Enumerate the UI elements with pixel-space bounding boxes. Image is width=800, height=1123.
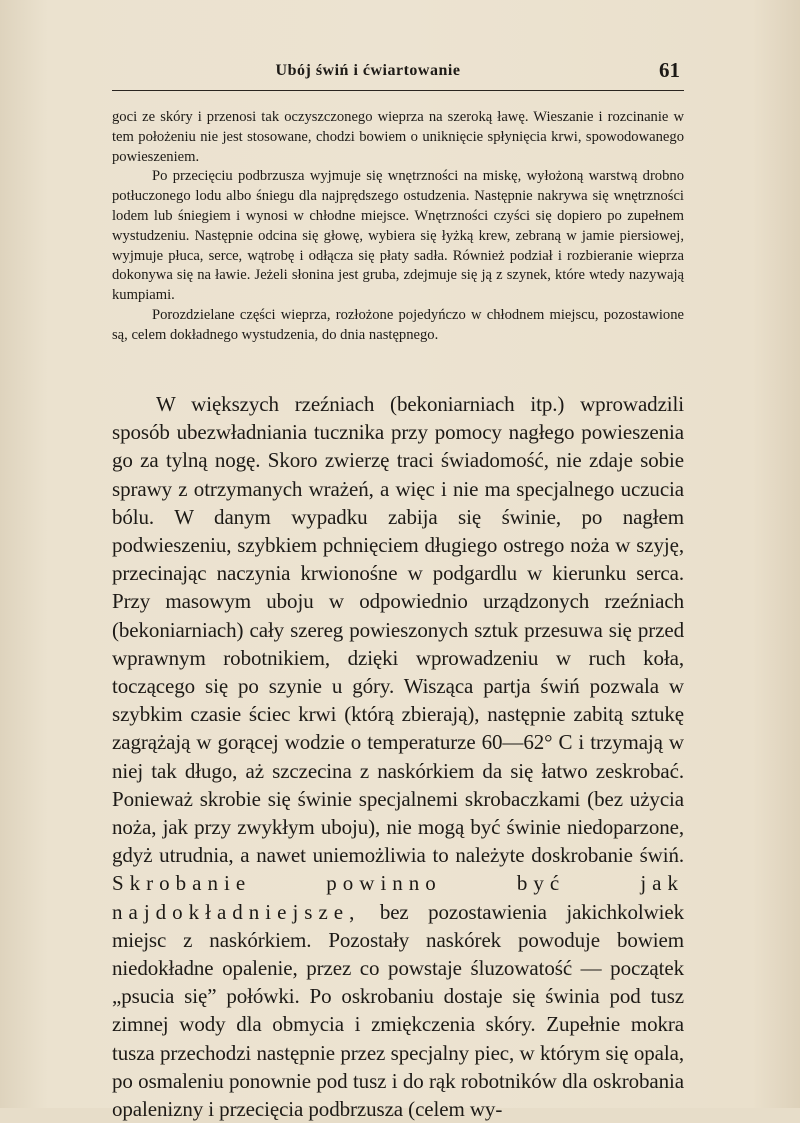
small-paragraph-3: Porozdzielane części wieprza, rozłożone pojedyńczo w chłodnem miejscu, pozostawione są, celem dokładnego wystudzenia, do dnia następnego. xyxy=(112,306,684,343)
main-text-part-2: bez pozostawienia jakichkolwiek miejsc z naskórkiem. Pozostały naskórek powoduje bowiem niedokładne opalenie, przez co powstaje śluzowatość — początek „psucia się” połówki. Po oskrobaniu dostaje się świnia pod tusz zimnej wody dla obmycia i zmiękczenia skóry. Zupełnie mokra tusza przechodzi następnie przez specjalny piec, w którym się opala, po osmaleniu ponownie pod tusz i do rąk robotników dla oskrobania opalenizny i przecięcia podbrzusza (celem wy- xyxy=(112,899,684,1122)
chapter-title: Ubój świń i ćwiartowanie xyxy=(275,62,461,79)
spaced-emphasis: Skrobanie powinno być jak najdokładniejsze, xyxy=(112,871,684,924)
main-paragraph xyxy=(112,390,684,1123)
running-header xyxy=(112,58,684,91)
main-text-part-1: W większych rzeźniach (bekoniarniach itp.) wprowadzili sposób ubezwładniania tucznika przy pomocy nagłego powieszenia go za tylną nogę. Skoro zwierzę traci świadomość, nie zdaje sobie sprawy z otrzymanych wrażeń, a więc i nie ma specjalnego uczucia bólu. W danym wypadku zabija się świnie, po nagłem podwieszeniu, szybkiem pchnięciem długiego ostrego noża w szyję, przecinając naczynia krwionośne w podgardlu w kierunku serca. Przy masowym uboju w odpowiednio urządzonych rzeźniach (bekoniarniach) cały szereg powieszonych sztuk przesuwa się przed wprawnym robotnikiem, dzięki wprowadzeniu w ruch koła, toczącego się po szynie u góry. Wisząca partja świń pozwala w szybkim czasie ściec krwi (którą zbierają), następnie zabitą sztukę zagrążają w gorącej wodzie o temperaturze 60—62° C i trzymają w niej tak długo, aż szczecina z naskórkiem da się łatwo zeskrobać. Ponieważ skrobie się świnie specjalnemi skrobaczkami (bez użycia noża, jak przy zwykłym uboju), nie mogą być świnie niedoparzone, gdyż utrudnia, a nawet uniemożliwia to należyte doskrobanie świń. xyxy=(112,392,684,868)
small-paragraph-1: goci ze skóry i przenosi tak oczyszczonego wieprza na szeroką ławę. Wieszanie i rozcinanie w tem położeniu nie jest stosowane, chodzi bowiem o uniknięcie spłynięcia krwi, spowodowanego powieszeniem. xyxy=(112,109,684,165)
small-paragraph-2: Po przecięciu podbrzusza wyjmuje się wnętrzności na miskę, wyłożoną warstwą drobno potłuczonego lodu albo śniegu dla najprędszego ostudzenia. Następnie nakrywa się wnętrzności lodem lub śniegiem i wynosi w chłodne miejsce. Wnętrzności czyści się dopiero po zupełnem wystudzeniu. Następnie odcina się głowę, wybiera się łyżką krew, zebraną w jamie piersiowej, wyjmuje płuca, serce, wątrobę i odłącza się płaty sadła. Również podział i rozbieranie wieprza dokonywa się na ławie. Jeżeli słonina jest gruba, zdejmuje się ją z szynek, które wtedy nazywają kumpiami. xyxy=(112,168,684,304)
page-number: 61 xyxy=(659,58,680,82)
small-print-section xyxy=(112,108,684,346)
main-text-section xyxy=(112,390,684,1123)
